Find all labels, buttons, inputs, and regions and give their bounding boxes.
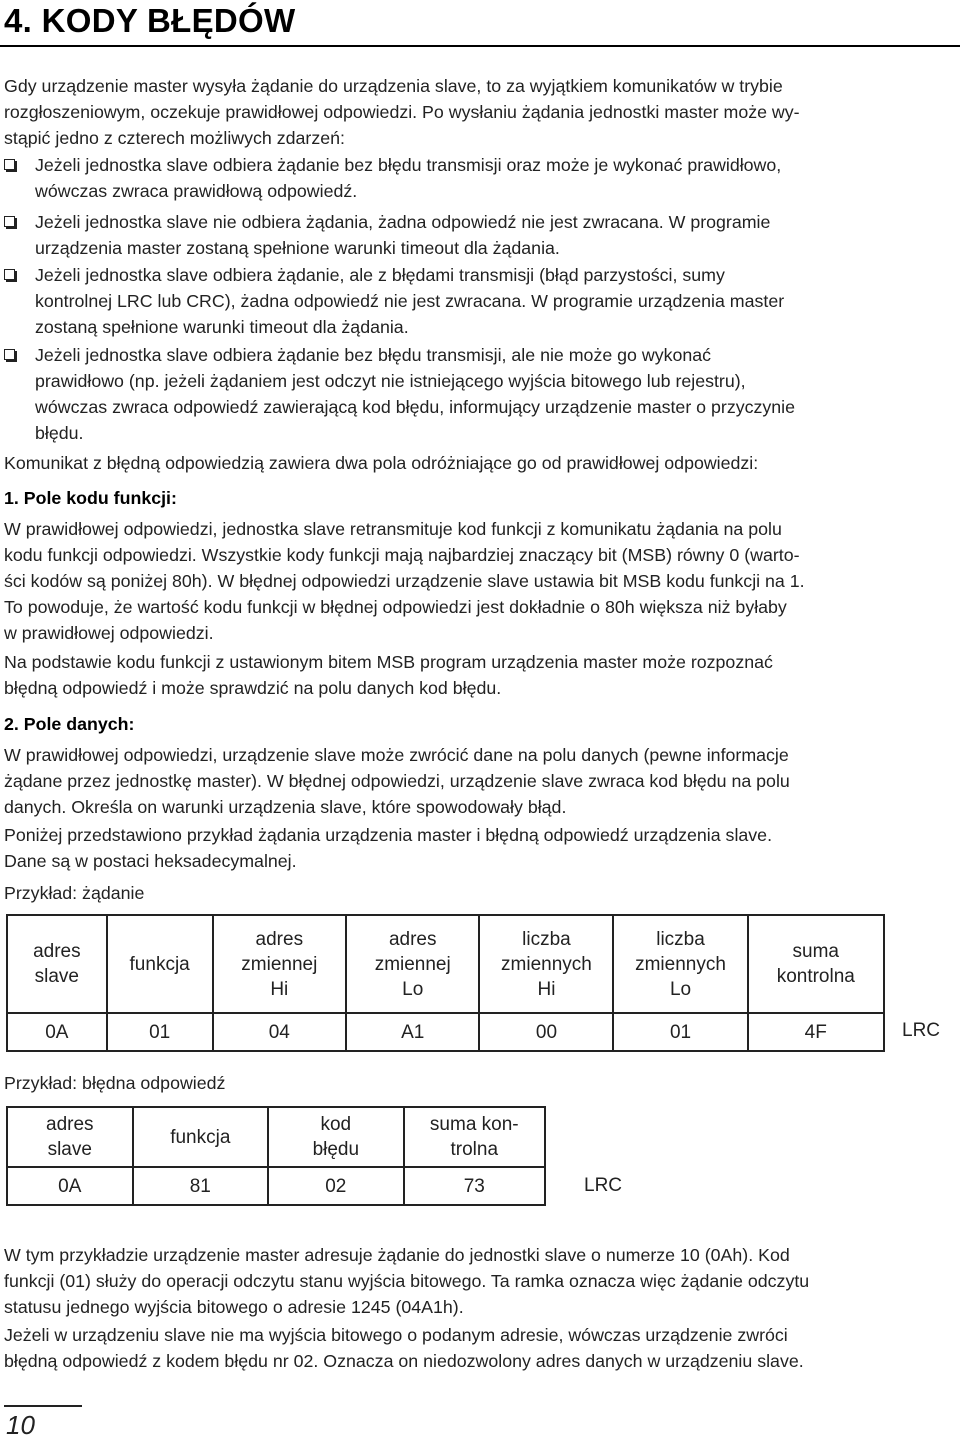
bullet-line: kontrolnej LRC lub CRC), żadna odpowiedź nie jest zwracana. W programie urządzenia master <box>35 291 785 311</box>
section1-line: kodu funkcji odpowiedzi. Wszystkie kody funkcji mają najbardziej znaczący bit (MSB) równy 0 (warto- <box>4 545 800 565</box>
header-cell: funkcja <box>107 915 213 1013</box>
table-value-row <box>7 1013 884 1051</box>
footer-rule <box>4 1405 82 1407</box>
page-number: 10 <box>6 1410 35 1440</box>
header-cell: suma kon- trolna <box>404 1107 545 1167</box>
header-cell: funkcja <box>133 1107 269 1167</box>
section1-line: Na podstawie kodu funkcji z ustawionym bitem MSB program urządzenia master może rozpoznać <box>4 652 773 672</box>
closing-line: W tym przykładzie urządzenie master adresuje żądanie do jednostki slave o numerze 10 (0Ah). Kod <box>4 1245 790 1265</box>
bullet-line: prawidłowo (np. jeżeli żądaniem jest odczyt nie istniejącego wyjścia bitowego lub rejestru), <box>35 371 746 391</box>
table-header-row <box>7 1107 545 1167</box>
checkbox-bullet-icon <box>4 269 15 280</box>
section2-line: żądane przez jednostkę master). W błędnej odpowiedzi, urządzenie slave zwraca kod błędu na polu <box>4 771 790 791</box>
section-title: 1. Pole kodu funkcji: <box>4 488 177 508</box>
example-request-label: Przykład: żądanie <box>4 883 145 903</box>
header-cell: liczba zmiennych Hi <box>479 915 613 1013</box>
bullet-line: Jeżeli jednostka slave odbiera żądanie bez błędu transmisji, ale nie może go wykonać <box>35 345 712 365</box>
section2-line: danych. Określa on warunki urządzenia slave, które spowodowały błąd. <box>4 797 567 817</box>
header-cell: adres slave <box>7 915 107 1013</box>
closing-line: błędną odpowiedź z kodem błędu nr 02. Oznacza on niedozwolony adres danych w urządzeniu slave. <box>4 1351 804 1371</box>
bullet-line: błędu. <box>35 423 84 443</box>
bullet-line: Jeżeli jednostka slave odbiera żądanie, ale z błędami transmisji (błąd parzystości, sumy <box>35 265 725 285</box>
intro-line: Gdy urządzenie master wysyła żądanie do urządzenia slave, to za wyjątkiem komunikatów w trybie <box>4 76 783 96</box>
value-cell: 73 <box>404 1167 545 1205</box>
value-cell: 02 <box>268 1167 403 1205</box>
header-cell: suma kontrolna <box>748 915 884 1013</box>
section1-line: W prawidłowej odpowiedzi, jednostka slave retransmituje kod funkcji z komunikatu żądania na polu <box>4 519 782 539</box>
heading-rule <box>0 45 960 47</box>
checkbox-bullet-icon <box>4 216 15 227</box>
header-cell: adres zmiennej Lo <box>346 915 479 1013</box>
intro-line: stąpić jedno z czterech możliwych zdarzeń: <box>4 128 345 148</box>
bullet-line: Jeżeli jednostka slave odbiera żądanie bez błędu transmisji oraz może je wykonać prawidłowo, <box>35 155 782 175</box>
closing-line: Jeżeli w urządzeniu slave nie ma wyjścia bitowego o podanym adresie, wówczas urządzenie zwróci <box>4 1325 788 1345</box>
header-cell: liczba zmiennych Lo <box>613 915 747 1013</box>
bullet-line: wówczas zwraca prawidłową odpowiedź. <box>35 181 358 201</box>
header-cell: adres zmiennej Hi <box>213 915 346 1013</box>
section-title: 2. Pole danych: <box>4 714 135 734</box>
section1-line: w prawidłowej odpowiedzi. <box>4 623 214 643</box>
closing-line: funkcji (01) służy do operacji odczytu stanu wyjścia bitowego. Ta ramka oznacza więc żądanie odczytu <box>4 1271 810 1291</box>
value-cell: 04 <box>213 1013 346 1051</box>
response-frame-table <box>6 1106 546 1206</box>
value-cell: 00 <box>479 1013 613 1051</box>
bullet-line: zostaną spełnione warunki timeout dla żądania. <box>35 317 409 337</box>
value-cell: 81 <box>133 1167 269 1205</box>
header-cell: adres slave <box>7 1107 133 1167</box>
section2-line: W prawidłowej odpowiedzi, urządzenie slave może zwrócić dane na polu danych (pewne informacje <box>4 745 789 765</box>
lrc-label: LRC <box>902 1020 941 1041</box>
value-cell: 01 <box>613 1013 747 1051</box>
request-frame-table <box>6 914 885 1052</box>
checkbox-bullet-icon <box>4 349 15 360</box>
checkbox-bullet-icon <box>4 159 15 170</box>
value-cell: 4F <box>748 1013 884 1051</box>
section2-line: Dane są w postaci heksadecymalnej. <box>4 851 297 871</box>
summary-paragraph: Komunikat z błędną odpowiedzią zawiera dwa pola odróżniające go od prawidłowej odpowiedzi: <box>4 453 759 473</box>
closing-line: statusu jednego wyjścia bitowego o adresie 1245 (04A1h). <box>4 1297 464 1317</box>
value-cell: 0A <box>7 1013 107 1051</box>
value-cell: 01 <box>107 1013 213 1051</box>
section1-line: To powoduje, że wartość kodu funkcji w błędnej odpowiedzi jest dokładnie o 80h większa niż byłaby <box>4 597 787 617</box>
lrc-label: LRC <box>584 1175 623 1196</box>
section1-line: ści kodów są poniżej 80h). W błędnej odpowiedzi urządzenie slave ustawia bit MSB kodu funkcji na 1. <box>4 571 805 591</box>
page-heading: 4. KODY BŁĘDÓW <box>4 2 296 39</box>
section2-line: Poniżej przedstawiono przykład żądania urządzenia master i błędną odpowiedź urządzenia slave. <box>4 825 773 845</box>
example-response-label: Przykład: błędna odpowiedź <box>4 1073 226 1093</box>
bullet-line: urządzenia master zostaną spełnione warunki timeout dla żądania. <box>35 238 560 258</box>
header-cell: kod błędu <box>268 1107 403 1167</box>
section1-line: błędną odpowiedź i może sprawdzić na polu danych kod błędu. <box>4 678 502 698</box>
intro-line: rozgłoszeniowym, oczekuje prawidłowej odpowiedzi. Po wysłaniu żądania jednostki master może wy- <box>4 102 800 122</box>
table-header-row <box>7 915 884 1013</box>
value-cell: 0A <box>7 1167 133 1205</box>
bullet-line: wówczas zwraca odpowiedź zawierającą kod błędu, informujący urządzenie master o przyczynie <box>35 397 796 417</box>
bullet-line: Jeżeli jednostka slave nie odbiera żądania, żadna odpowiedź nie jest zwracana. W programie <box>35 212 771 232</box>
value-cell: A1 <box>346 1013 479 1051</box>
table-value-row <box>7 1167 545 1205</box>
